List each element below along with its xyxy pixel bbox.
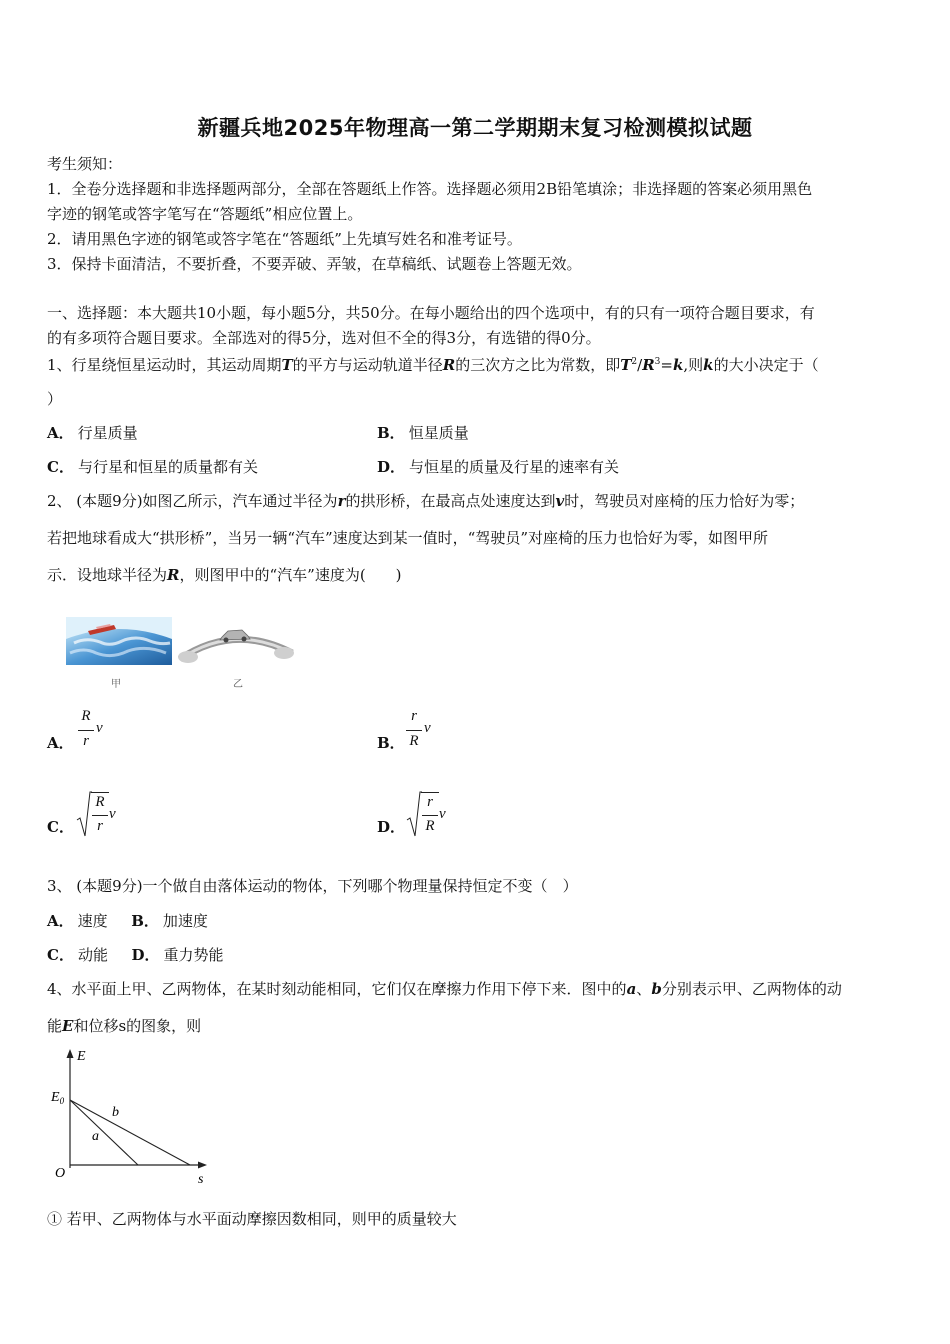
q2-option-d-formula: r R v [406, 790, 456, 840]
e0-label: $E_0$ [51, 1090, 65, 1106]
q1-option-c[interactable]: C． 与行星和恒星的质量都有关 [47, 458, 258, 476]
q3-option-b[interactable]: B． 加速度 [131, 912, 208, 930]
section-heading-line2: 的有多项符合题目要求。全部选对的得5分，选对但不全的得3分，有选错的得0分。 [47, 329, 601, 347]
q1-option-b[interactable]: B． 恒星质量 [377, 424, 469, 442]
x-axis-arrow-icon [198, 1162, 207, 1169]
q1-option-d[interactable]: D． 与恒星的质量及行星的速率有关 [377, 458, 620, 476]
notice-heading: 考生须知： [47, 155, 123, 173]
q2-figure [66, 617, 296, 692]
y-axis-label: E [77, 1049, 86, 1064]
earth-and-bridge-illustration [66, 617, 296, 692]
q3-options-row2 [47, 946, 224, 964]
notice-item-1-line2: 字迹的钢笔或答字笔写在“答题纸”相应位置上。 [47, 205, 363, 223]
q2-stem-line1: 2、 (本题9分)如图乙所示，汽车通过半径为r的拱形桥，在最高点处速度达到v时，驾驶员对座椅的压力恰好为零； [47, 492, 805, 510]
x-axis-label: s [198, 1172, 204, 1186]
section-heading-line1: 一、选择题：本大题共10小题，每小题5分，共50分。在每小题给出的四个选项中，有的只有一项符合题目要求，有 [47, 304, 815, 322]
q3-option-c[interactable]: C． 动能 [47, 946, 108, 964]
y-axis-arrow-icon [67, 1049, 74, 1058]
q2-option-c-label[interactable]: C． [47, 818, 74, 836]
q2-option-d-label[interactable]: D． [377, 818, 406, 836]
figure-label-jia: 甲 [111, 679, 121, 690]
q2-option-a-formula: R r v [78, 708, 118, 754]
sqrt-sign-icon [76, 790, 92, 838]
earth-surface [66, 629, 172, 665]
q3-option-d[interactable]: D． 重力势能 [131, 946, 224, 964]
q1-stem-close: ） [47, 390, 63, 408]
sqrt-sign-icon [406, 790, 422, 838]
q4-statement-1: ① 若甲、乙两物体与水平面动摩擦因数相同，则甲的质量较大 [47, 1210, 457, 1228]
q3-options-row1 [47, 912, 208, 930]
q2-option-c-formula: R r v [76, 790, 126, 840]
q4-stem-line1: 4、水平面上甲、乙两物体，在某时刻动能相同，它们仅在摩擦力作用下停下来．图中的a、b分别表示甲、乙两物体的动 [47, 980, 842, 998]
q1-stem: 1、行星绕恒星运动时，其运动周期T的平方与运动轨道半径R的三次方之比为常数，即$T^2/R^3=k$,则k的大小决定于（ [47, 356, 819, 374]
q2-option-a-label[interactable]: A． [47, 734, 74, 752]
q2-stem-line3: 示．设地球半径为R，则图甲中的“汽车”速度为( ) [47, 566, 402, 584]
line-a [70, 1100, 138, 1165]
q2-option-b-formula: r R v [406, 708, 446, 754]
q3-stem: 3、 (本题9分)一个做自由落体运动的物体，下列哪个物理量保持恒定不变（ ） [47, 877, 578, 895]
q2-stem-line2: 若把地球看成大“拱形桥”，当另一辆“汽车”速度达到某一值时，“驾驶员”对座椅的压力也恰好为零，如图甲所 [47, 529, 769, 547]
notice-item-3: 3．保持卡面清洁，不要折叠，不要弄破、弄皱，在草稿纸、试题卷上答题无效。 [47, 255, 582, 273]
notice-item-1-line1: 1．全卷分选择题和非选择题两部分，全部在答题纸上作答。选择题必须用2B铅笔填涂；非选择题的答案必须用黑色 [47, 180, 813, 198]
line-a-label: a [92, 1129, 99, 1144]
line-b [70, 1100, 190, 1165]
notice-item-2: 2．请用黑色字迹的钢笔或答字笔在“答题纸”上先填写姓名和准考证号。 [47, 230, 522, 248]
line-b-label: b [112, 1105, 119, 1120]
q2-option-b-label[interactable]: B． [377, 734, 405, 752]
q4-stem-line2: 能E和位移s的图象，则 [47, 1017, 202, 1035]
figure-label-yi: 乙 [233, 679, 243, 690]
page-title: 新疆兵地2025年物理高一第二学期期末复习检测模拟试题 [197, 116, 753, 140]
q4-energy-displacement-graph [50, 1046, 215, 1186]
q1-option-a[interactable]: A． 行星质量 [47, 424, 138, 442]
origin-label: O [55, 1166, 66, 1181]
q3-option-a[interactable]: A． 速度 [47, 912, 108, 930]
